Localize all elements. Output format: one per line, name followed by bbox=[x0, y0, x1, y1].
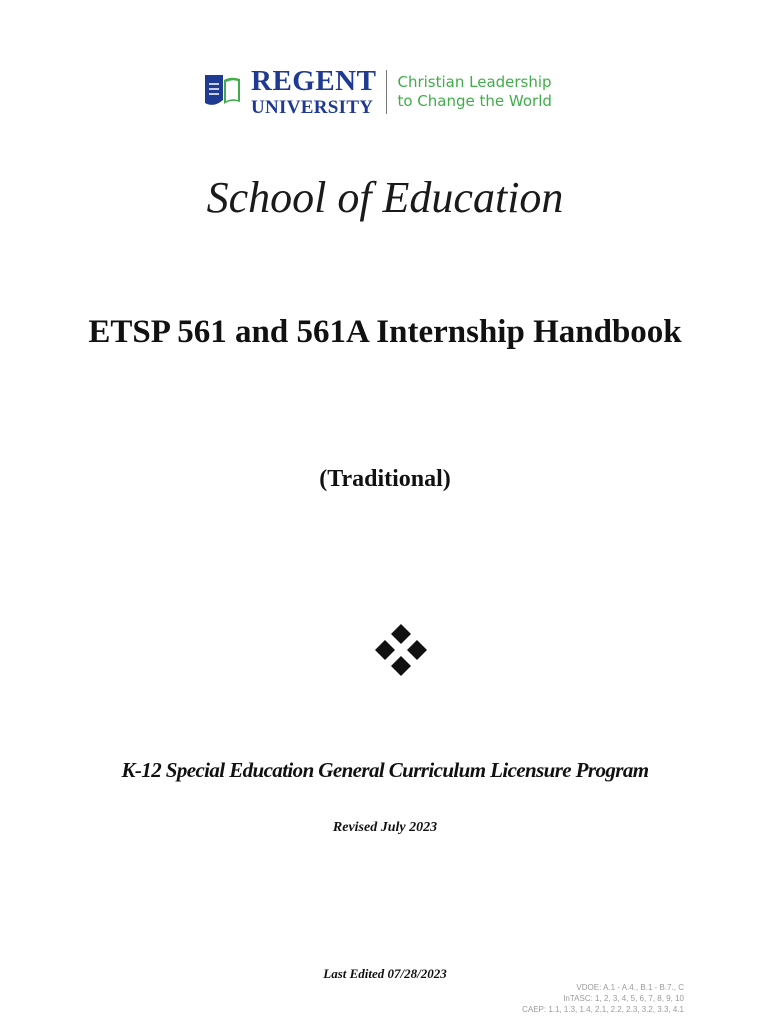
wordmark-regent: REGENT bbox=[251, 65, 377, 97]
handbook-subtitle: (Traditional) bbox=[319, 466, 451, 492]
regent-university-logo bbox=[203, 66, 552, 118]
shield-book-icon bbox=[203, 72, 243, 112]
standards-intasc: InTASC: 1, 2, 3, 4, 5, 6, 7, 8, 9, 10 bbox=[563, 994, 684, 1003]
wordmark-university: UNIVERSITY bbox=[251, 97, 374, 118]
logo-divider bbox=[386, 70, 387, 114]
standards-alignment bbox=[522, 982, 684, 1015]
last-edited-date: Last Edited 07/28/2023 bbox=[323, 966, 447, 981]
standards-vdoe: VDOE: A.1 - A.4., B.1 - B.7., C bbox=[576, 983, 684, 992]
standards-caep: CAEP: 1.1, 1.3, 1.4, 2.1, 2.2, 2.3, 3.2, 3.3, 4.1 bbox=[522, 1005, 684, 1014]
revised-date: Revised July 2023 bbox=[332, 820, 438, 835]
handbook-title: ETSP 561 and 561A Internship Handbook bbox=[88, 314, 682, 350]
four-diamond-ornament-icon bbox=[375, 624, 427, 676]
tagline-line-1: Christian Leadership bbox=[397, 73, 552, 91]
tagline-line-2: to Change the World bbox=[397, 92, 552, 110]
wordmark bbox=[251, 67, 376, 117]
program-name: K-12 Special Education General Curriculum Licensure Program bbox=[121, 758, 649, 782]
school-heading: School of Education bbox=[206, 173, 564, 222]
logo-tagline bbox=[397, 73, 551, 111]
